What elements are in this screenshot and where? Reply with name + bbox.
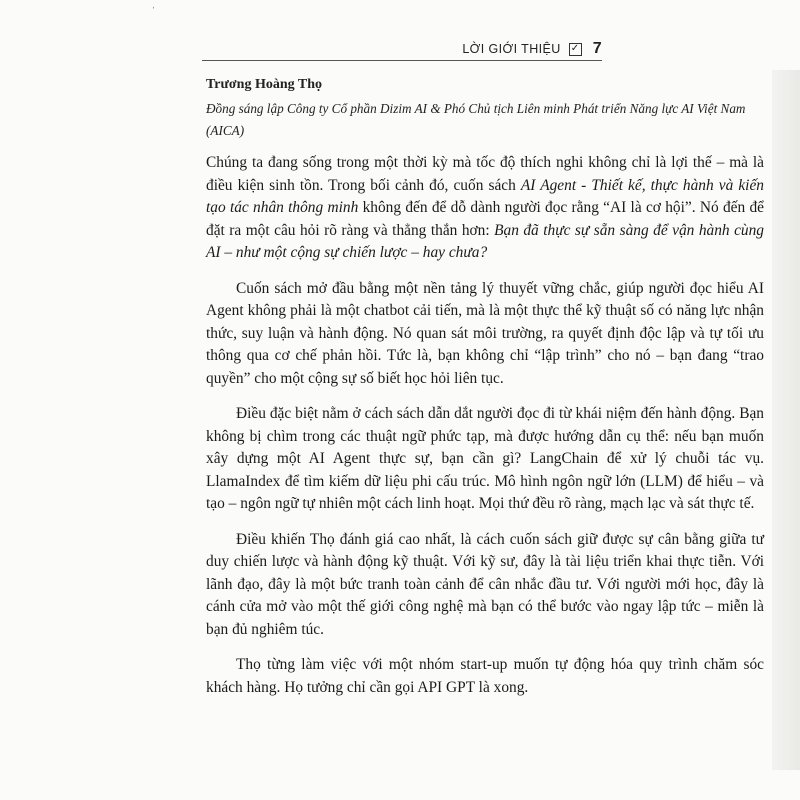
paragraph-1	[206, 152, 764, 265]
paragraph-1-text-a: Chúng ta đang sống trong một thời kỳ mà tốc độ thích nghi không chỉ là lợi thế – mà là điều kiện sinh tồn. Trong bối cảnh đó, cuốn sách	[206, 154, 764, 194]
paragraph-1-text-b: không đến để dỗ dành người đọc rằng “AI là cơ hội”. Nó đến để đặt ra một câu hỏi rõ ràng và thẳng thắn hơn:	[206, 199, 765, 239]
page-number: 7	[592, 40, 602, 57]
author-name: Trương Hoàng Thọ	[206, 77, 322, 92]
paragraph-3: Điều đặc biệt nằm ở cách sách dẫn dắt người đọc đi từ khái niệm đến hành động. Bạn không bị chìm trong các thuật ngữ phức tạp, mà được hướng dẫn cụ thể: nếu bạn muốn xây dựng một AI Agent thực sự, bạn cần gì? LangChain để xử lý chuỗi tác vụ. LlamaIndex để tìm kiếm dữ liệu phi cấu trúc. Mô hình ngôn ngữ lớn (LLM) để hiểu – và tạo – ngôn ngữ tự nhiên một cách linh hoạt. Mọi thứ đều rõ ràng, mạch lạc và sát thực tế.	[206, 405, 764, 512]
body-text	[206, 152, 764, 712]
chapter-title: LỜI GIỚI THIỆU	[462, 42, 561, 56]
author-title: Đồng sáng lập Công ty Cổ phần Dizim AI & Phó Chủ tịch Liên minh Phát triển Năng lực AI Việt Nam (AICA)	[206, 101, 746, 138]
question-italic: Bạn đã thực sự sẵn sàng để vận hành cùng AI – như một cộng sự chiến lược – hay chưa?	[206, 221, 764, 261]
paragraph-4: Điều khiến Thọ đánh giá cao nhất, là cách cuốn sách giữ được sự cân bằng giữa tư duy chiến lược và hành động kỹ thuật. Với kỹ sư, đây là tài liệu triển khai thực tiễn. Với lãnh đạo, đây là một bức tranh toàn cảnh để cân nhắc đầu tư. Với người mới học, đây là cánh cửa mở vào một thế giới công nghệ mà bạn có thể bước vào ngay lập tức – miễn là bạn đủ nghiêm túc.	[206, 530, 764, 638]
page-edge-shadow	[772, 70, 800, 770]
corner-tick-mark: ˈ	[152, 6, 156, 17]
running-header	[462, 40, 602, 58]
header-rule	[202, 60, 602, 61]
book-title-italic: AI Agent - Thiết kế, thực hành và kiến tạo tác nhân thông minh	[206, 176, 764, 216]
paragraph-5: Thọ từng làm việc với một nhóm start-up muốn tự động hóa quy trình chăm sóc khách hàng. Họ tưởng chỉ cần gọi API GPT là xong.	[206, 656, 764, 696]
checkbox-check-icon: ✓	[569, 43, 582, 56]
paragraph-2: Cuốn sách mở đầu bằng một nền tảng lý thuyết vững chắc, giúp người đọc hiểu AI Agent không phải là một chatbot cải tiến, mà là một thực thể kỹ thuật số có năng lực nhận thức, suy luận và hành động. Nó quan sát môi trường, ra quyết định độc lập và tự tối ưu thông qua cơ chế phản hồi. Tức là, bạn không chỉ “lập trình” cho nó – bạn đang “trao quyền” cho một cộng sự số biết học hỏi liên tục.	[206, 279, 764, 387]
